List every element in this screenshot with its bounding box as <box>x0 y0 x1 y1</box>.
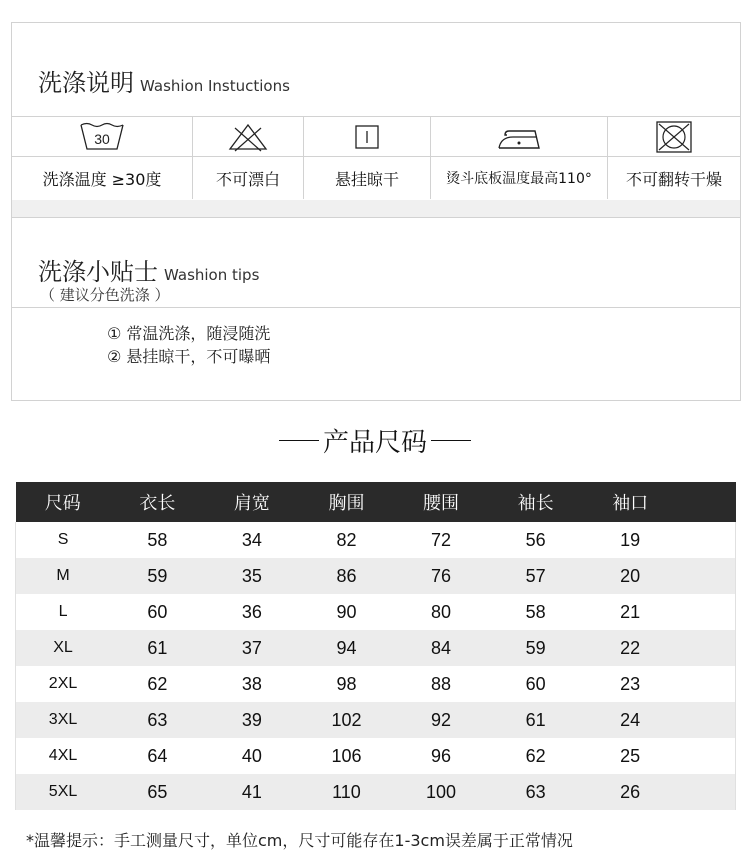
size-table-header <box>16 482 736 522</box>
measurement-cell: 37 <box>205 630 300 666</box>
measurement-cell: 92 <box>394 702 489 738</box>
wash-title-zh: 洗涤说明 <box>38 69 134 97</box>
measurement-cell: 60 <box>147 601 168 622</box>
empty-cell <box>678 558 736 594</box>
measurement-cell: 96 <box>431 745 452 766</box>
col-header-cuff: 袖口 <box>583 482 678 522</box>
measurement-cell: 88 <box>431 673 452 694</box>
table-row <box>16 738 736 774</box>
measurement-cell: 64 <box>147 745 168 766</box>
care-label: 烫斗底板温度最高110° <box>431 157 608 199</box>
title-dash-left <box>279 440 319 441</box>
tips-title-en: Washion tips <box>164 266 260 284</box>
tips-title <box>38 252 259 287</box>
tip-item: ① 常温洗涤，随浸随洗 <box>107 324 271 343</box>
measurement-cell: 63 <box>488 774 583 810</box>
size-label-cell: 4XL <box>48 747 78 764</box>
measurement-cell: 19 <box>620 529 641 550</box>
empty-cell <box>678 738 736 774</box>
size-chart-heading <box>0 422 750 459</box>
measurement-cell: 56 <box>525 529 546 550</box>
tip-item: ② 悬挂晾干，不可曝晒 <box>107 347 271 366</box>
col-header-size: 尺码 <box>16 482 111 522</box>
col-header-empty <box>678 482 736 522</box>
measurement-cell: 21 <box>620 601 641 622</box>
measurement-cell: 35 <box>205 558 300 594</box>
wash-30-icon <box>12 117 193 156</box>
measurement-cell: 36 <box>241 601 262 622</box>
measurement-cell: 22 <box>583 630 678 666</box>
size-label-cell: 3XL <box>16 702 111 738</box>
wash-tips-panel <box>11 217 741 401</box>
measurement-cell: 38 <box>241 673 262 694</box>
measurement-note: *温馨提示：手工测量尺寸，单位cm，尺寸可能存在1-3cm误差属于正常情况 <box>26 831 573 850</box>
measurement-cell: 25 <box>620 745 641 766</box>
measurement-cell: 100 <box>394 774 489 810</box>
measurement-cell: 62 <box>525 745 546 766</box>
size-table <box>15 482 736 810</box>
table-row <box>16 522 736 558</box>
no-tumble-dry-icon <box>608 117 740 156</box>
measurement-cell: 72 <box>431 529 452 550</box>
size-label-cell: S <box>57 531 69 548</box>
measurement-cell: 40 <box>241 745 262 766</box>
measurement-cell: 94 <box>299 630 394 666</box>
measurement-cell: 82 <box>336 529 357 550</box>
col-header-chest: 胸围 <box>299 482 394 522</box>
size-label-cell: XL <box>16 630 111 666</box>
size-table-body <box>16 522 736 810</box>
table-row <box>16 630 736 666</box>
measurement-cell: 76 <box>394 558 489 594</box>
measurement-cell: 58 <box>525 601 546 622</box>
measurement-cell: 34 <box>241 529 262 550</box>
empty-cell <box>678 594 736 630</box>
measurement-cell: 41 <box>205 774 300 810</box>
care-label: 不可漂白 <box>193 157 304 199</box>
measurement-cell: 84 <box>394 630 489 666</box>
wash-header <box>12 23 740 117</box>
measurement-cell: 110 <box>299 774 394 810</box>
care-label: 不可翻转干燥 <box>625 169 722 189</box>
measurement-cell: 86 <box>299 558 394 594</box>
table-row <box>16 666 736 702</box>
no-bleach-icon <box>193 117 304 156</box>
measurement-cell: 57 <box>488 558 583 594</box>
measurement-cell: 24 <box>583 702 678 738</box>
measurement-cell: 59 <box>488 630 583 666</box>
tips-subtitle: （ 建议分色洗涤 ） <box>40 286 170 304</box>
empty-cell <box>678 774 736 810</box>
measurement-cell: 62 <box>147 673 168 694</box>
wash-title <box>38 63 290 98</box>
empty-cell <box>678 666 736 702</box>
measurement-cell: 60 <box>525 673 546 694</box>
size-label-cell: 2XL <box>48 675 78 692</box>
wash-title-en: Washion Instuctions <box>140 77 290 95</box>
hang-dry-icon <box>304 117 431 156</box>
measurement-cell: 20 <box>583 558 678 594</box>
tips-header <box>12 218 740 308</box>
empty-cell <box>678 702 736 738</box>
measurement-cell: 106 <box>331 745 362 766</box>
measurement-cell: 80 <box>431 601 452 622</box>
care-label: 悬挂晾干 <box>304 157 431 199</box>
col-header-length: 衣长 <box>110 482 205 522</box>
measurement-cell: 39 <box>205 702 300 738</box>
care-label: 洗涤温度 ≥30度 <box>12 157 193 199</box>
measurement-cell: 23 <box>620 673 641 694</box>
iron-icon <box>431 117 608 156</box>
care-icon-row <box>12 117 740 157</box>
empty-cell <box>678 630 736 666</box>
measurement-cell: 61 <box>110 630 205 666</box>
measurement-cell: 98 <box>336 673 357 694</box>
col-header-waist: 腰围 <box>394 482 489 522</box>
size-label-cell: 5XL <box>16 774 111 810</box>
col-header-sleeve: 袖长 <box>488 482 583 522</box>
size-label-cell: L <box>58 603 68 620</box>
tips-list <box>107 322 270 368</box>
table-row <box>16 702 736 738</box>
title-dash-right <box>431 440 471 441</box>
measurement-cell: 59 <box>110 558 205 594</box>
size-label-cell: M <box>16 558 111 594</box>
table-row <box>16 594 736 630</box>
measurement-cell: 58 <box>147 529 168 550</box>
col-header-shoulder: 肩宽 <box>205 482 300 522</box>
empty-cell <box>678 522 736 558</box>
care-label-row <box>12 157 740 199</box>
measurement-cell: 65 <box>110 774 205 810</box>
wash-instructions-panel <box>11 22 741 200</box>
section-divider <box>11 200 741 217</box>
measurement-cell: 63 <box>110 702 205 738</box>
tips-title-zh: 洗涤小贴士 <box>38 258 158 286</box>
measurement-cell: 61 <box>488 702 583 738</box>
wash-temp-mark: 30 <box>94 130 110 147</box>
table-row <box>16 558 736 594</box>
measurement-cell: 90 <box>336 601 357 622</box>
table-row <box>16 774 736 810</box>
measurement-cell: 102 <box>299 702 394 738</box>
measurement-cell: 26 <box>583 774 678 810</box>
size-chart-title: 产品尺码 <box>322 428 427 458</box>
